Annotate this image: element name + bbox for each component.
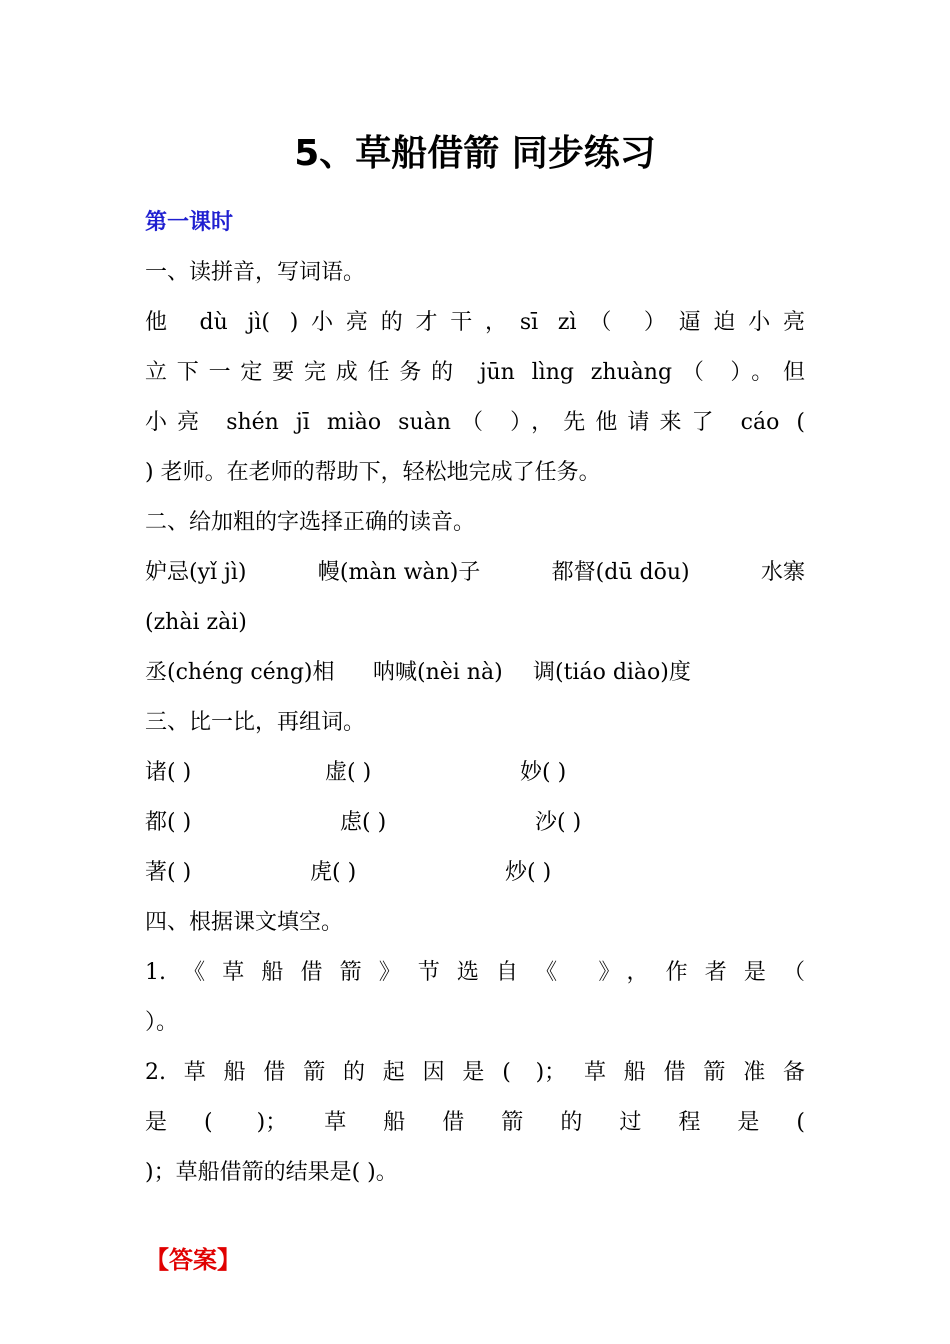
answer-label: 【答案】 xyxy=(145,1246,241,1274)
section2-heading: 二、给加粗的字选择正确的读音。 xyxy=(145,510,476,535)
compare-item: 虑( ) xyxy=(340,810,387,835)
section4-q2: 2.草船借箭的起因是( )；草船借箭准备 xyxy=(145,1060,805,1085)
section1-line: 他 dù jì( )小亮的才干，sī zì（ ）逼迫小亮 xyxy=(145,310,805,335)
pinyin-item: 都督(dū dōu) xyxy=(551,560,690,585)
compare-item: 妙( ) xyxy=(520,760,567,785)
section1-line: 小亮 shén jī miào suàn（ ），先他请来了 cáo ( xyxy=(145,410,805,435)
compare-item: 炒( ) xyxy=(505,860,552,885)
section1-line: ) 老师。在老师的帮助下，轻松地完成了任务。 xyxy=(145,460,601,485)
lesson-label: 第一课时 xyxy=(145,210,234,235)
pinyin-item: 调(tiáo diào)度 xyxy=(533,660,691,685)
section4-q2-cont: 是( )；草船借箭的过程是( xyxy=(145,1110,805,1135)
section3-heading: 三、比一比，再组词。 xyxy=(145,710,366,735)
section1-line: 立下一定要完成任务的 jūn lìng zhuàng（ ）。但 xyxy=(145,360,805,385)
section3-row xyxy=(145,798,805,848)
section1-heading: 一、读拼音，写词语。 xyxy=(145,260,366,285)
section3-row xyxy=(145,848,805,898)
compare-item: 著( ) xyxy=(145,860,192,885)
section2-row-cont: (zhài zài) xyxy=(145,610,247,635)
section2-row xyxy=(145,648,805,698)
section4-q1-cont: ）。 xyxy=(145,1010,179,1035)
section4-q2-cont: )；草船借箭的结果是( )。 xyxy=(145,1160,398,1185)
compare-item: 虚( ) xyxy=(325,760,372,785)
section3-row xyxy=(145,748,805,798)
section2-row xyxy=(145,548,805,598)
pinyin-item: 幔(màn wàn)子 xyxy=(317,560,481,585)
pinyin-item: 丞(chéng céng)相 xyxy=(145,660,335,685)
section4-q1: 1.《草船借箭》节选自《 》，作者是（ xyxy=(145,960,805,985)
page-title: 5、草船借箭 同步练习 xyxy=(294,133,656,174)
section4-heading: 四、根据课文填空。 xyxy=(145,910,344,935)
compare-item: 虎( ) xyxy=(310,860,357,885)
pinyin-item: 水寨 xyxy=(760,560,805,585)
compare-item: 诸( ) xyxy=(145,760,192,785)
compare-item: 都( ) xyxy=(145,810,192,835)
worksheet-body xyxy=(145,198,805,1198)
compare-item: 沙( ) xyxy=(535,810,582,835)
pinyin-item: 妒忌(yǐ jì) xyxy=(145,560,247,585)
pinyin-item: 呐喊(nèi nà) xyxy=(373,660,503,685)
